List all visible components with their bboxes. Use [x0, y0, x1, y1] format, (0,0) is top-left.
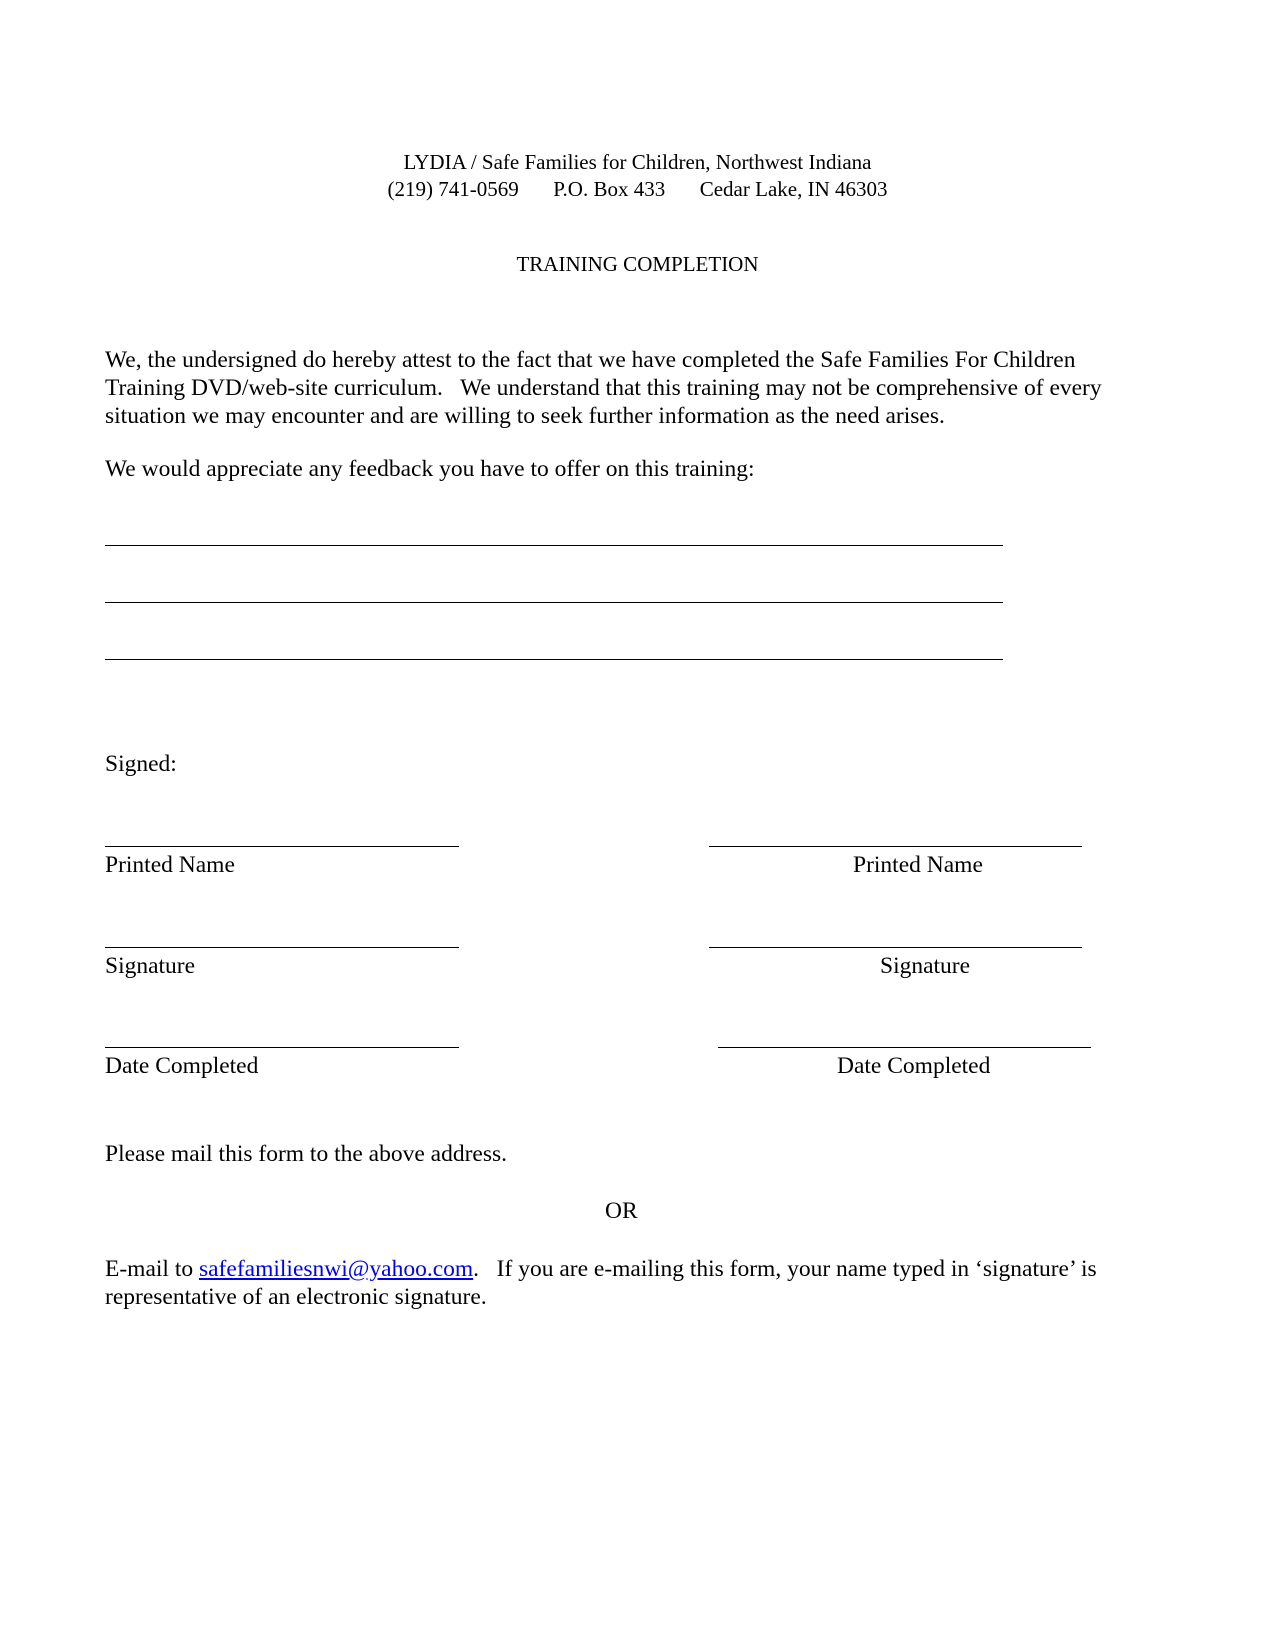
email-prefix: E-mail to [105, 1256, 199, 1282]
org-name: LYDIA / Safe Families for Children, Northwest Indiana [403, 150, 872, 174]
feedback-line-2[interactable] [105, 602, 1003, 603]
date-line-right[interactable] [718, 1047, 1091, 1048]
form-title: TRAINING COMPLETION [516, 252, 759, 276]
printed-name-line-right[interactable] [709, 846, 1082, 847]
signature-label-right: Signature [880, 953, 971, 979]
attestation-line-1: We, the undersigned do hereby attest to the fact that we have completed the Safe Families For Children [105, 347, 1076, 373]
org-po-box: P.O. Box 433 [553, 177, 666, 201]
signature-line-left[interactable] [105, 947, 459, 948]
signed-label: Signed: [105, 751, 177, 777]
date-label-left: Date Completed [105, 1053, 259, 1079]
email-line-1 [105, 1255, 1097, 1283]
printed-name-label-right: Printed Name [853, 852, 983, 878]
signature-line-right[interactable] [709, 947, 1082, 948]
email-line-2: representative of an electronic signature. [105, 1284, 487, 1310]
org-phone: (219) 741-0569 [387, 177, 519, 201]
printed-name-label-left: Printed Name [105, 852, 235, 878]
date-label-right: Date Completed [837, 1053, 991, 1079]
feedback-prompt: We would appreciate any feedback you have to offer on this training: [105, 456, 755, 482]
date-line-left[interactable] [105, 1047, 459, 1048]
attestation-line-2: Training DVD/web-site curriculum. We understand that this training may not be comprehensive of every [105, 375, 1102, 401]
signature-label-left: Signature [105, 953, 196, 979]
email-suffix: . If you are e-mailing this form, your name typed in ‘signature’ is [473, 1256, 1097, 1282]
feedback-line-1[interactable] [105, 545, 1003, 546]
printed-name-line-left[interactable] [105, 846, 459, 847]
feedback-line-3[interactable] [105, 659, 1003, 660]
email-link[interactable]: safefamiliesnwi@yahoo.com [198, 1256, 474, 1282]
mail-instruction: Please mail this form to the above address. [105, 1141, 508, 1167]
contact-line [0, 177, 1275, 202]
or-label: OR [605, 1198, 638, 1224]
attestation-line-3: situation we may encounter and are willing to seek further information as the need arises. [105, 403, 945, 429]
org-city: Cedar Lake, IN 46303 [699, 177, 888, 201]
